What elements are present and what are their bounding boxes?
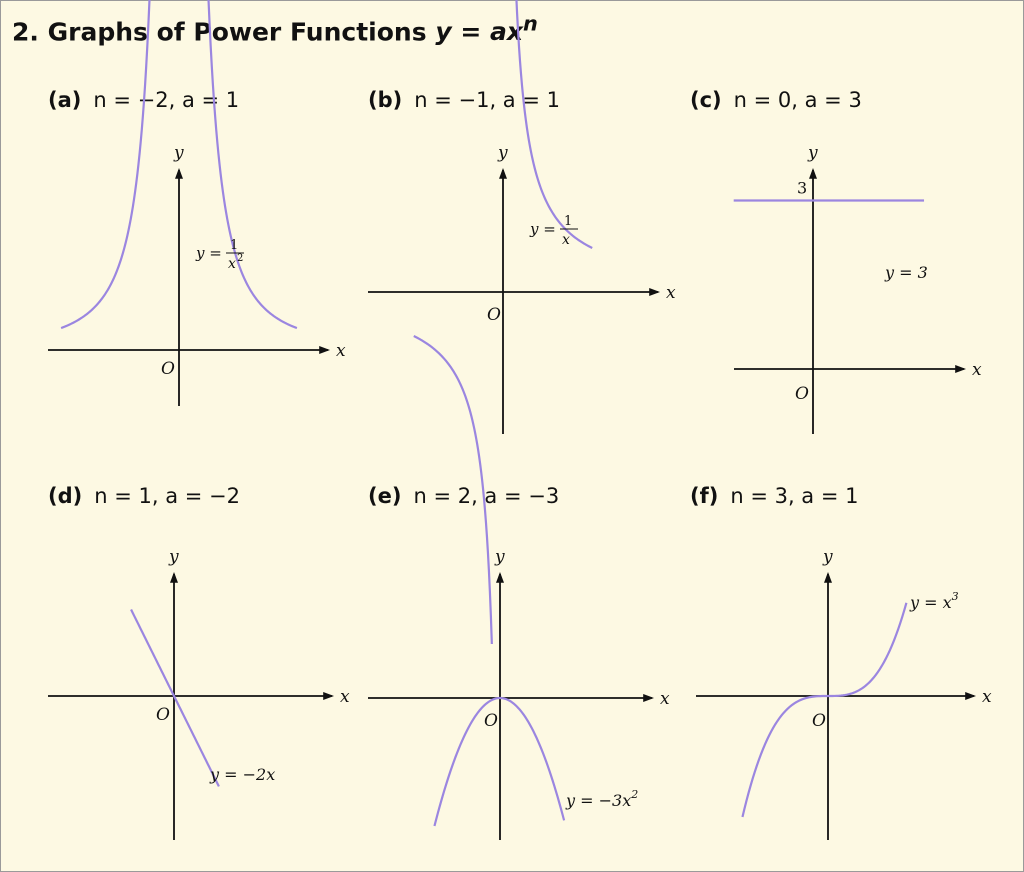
panel-params: n = 1, a = −2 bbox=[94, 484, 240, 508]
panel-params: n = 2, a = −3 bbox=[413, 484, 560, 508]
origin-label: O bbox=[795, 384, 809, 404]
title-superscript: n bbox=[522, 12, 538, 36]
y-axis-label: y bbox=[169, 547, 179, 567]
curve-label bbox=[565, 788, 638, 810]
curve-label-exponent: 2 bbox=[631, 788, 639, 801]
curve-label-denominator: x bbox=[562, 232, 570, 248]
x-axis-label: x bbox=[336, 341, 346, 361]
x-axis-label: x bbox=[972, 360, 982, 380]
origin-label: O bbox=[156, 705, 170, 725]
origin-label: O bbox=[812, 711, 826, 731]
x-axis-label: x bbox=[666, 283, 676, 303]
title-number: 2. bbox=[12, 17, 39, 47]
panel-params: n = 0, a = 3 bbox=[733, 88, 862, 112]
x-axis-arrow bbox=[319, 346, 330, 354]
y-axis-label: y bbox=[823, 547, 833, 567]
panel-letter: (e) bbox=[368, 484, 402, 508]
y-axis-arrow bbox=[175, 168, 183, 179]
y-axis-label: y bbox=[495, 547, 505, 567]
origin-label: O bbox=[484, 711, 498, 731]
chart-d bbox=[48, 484, 378, 864]
x-axis-arrow bbox=[323, 692, 334, 700]
panel-e bbox=[368, 484, 698, 864]
x-axis-label: x bbox=[660, 689, 670, 709]
curve-label-numerator: 1 bbox=[230, 238, 239, 253]
chart-a bbox=[48, 88, 378, 468]
x-axis-arrow bbox=[965, 692, 976, 700]
x-axis-arrow bbox=[649, 288, 660, 296]
panel-params: n = −2, a = 1 bbox=[93, 88, 240, 112]
y-axis-label: y bbox=[808, 143, 818, 163]
curve-label bbox=[909, 590, 959, 612]
panel-d bbox=[48, 484, 378, 864]
page-title bbox=[12, 12, 538, 46]
curve-label: y = −2x bbox=[210, 765, 276, 784]
chart-c bbox=[690, 88, 1020, 468]
chart-e bbox=[368, 484, 698, 864]
panel-letter: (a) bbox=[48, 88, 82, 112]
title-formula: y = ax bbox=[435, 17, 523, 47]
curve-label: y = 3 bbox=[885, 263, 928, 282]
origin-label: O bbox=[487, 305, 501, 325]
y-axis-arrow bbox=[170, 572, 178, 583]
y-tick-label: 3 bbox=[797, 178, 808, 198]
curve-label bbox=[529, 214, 578, 248]
curve-label-denominator: x bbox=[228, 256, 236, 272]
y-axis-arrow bbox=[496, 572, 504, 583]
panel-letter: (d) bbox=[48, 484, 83, 508]
curve-segment-1 bbox=[742, 603, 906, 817]
panel-letter: (f) bbox=[690, 484, 719, 508]
panel-letter: (b) bbox=[368, 88, 403, 112]
y-axis-arrow bbox=[809, 168, 817, 179]
curve-label-numerator: 1 bbox=[564, 214, 573, 229]
x-axis-label: x bbox=[340, 687, 350, 707]
y-axis-arrow bbox=[824, 572, 832, 583]
x-axis-label: x bbox=[982, 687, 992, 707]
curve-label-prefix: y = bbox=[196, 244, 222, 262]
chart-f bbox=[690, 484, 1020, 864]
curve-label bbox=[195, 238, 244, 272]
curve-label-prefix: y = −3x bbox=[566, 791, 632, 810]
title-text: Graphs of Power Functions bbox=[47, 17, 427, 47]
curve-label-prefix: y = x bbox=[910, 593, 952, 612]
panel-b bbox=[368, 88, 698, 468]
panel-f bbox=[690, 484, 1020, 864]
panel-letter: (c) bbox=[690, 88, 722, 112]
x-axis-arrow bbox=[955, 365, 966, 373]
curve-label-exponent: 2 bbox=[237, 253, 244, 264]
origin-label: O bbox=[161, 359, 175, 379]
x-axis-arrow bbox=[643, 694, 654, 702]
panel-params: n = 3, a = 1 bbox=[730, 484, 859, 508]
curve-label-prefix: y = bbox=[530, 220, 556, 238]
y-axis-label: y bbox=[174, 143, 184, 163]
y-axis-arrow bbox=[499, 168, 507, 179]
panel-params: n = −1, a = 1 bbox=[414, 88, 560, 112]
panel-a bbox=[48, 88, 378, 468]
curve-segment-1 bbox=[131, 610, 219, 787]
y-axis-label: y bbox=[498, 143, 508, 163]
chart-b bbox=[368, 88, 698, 468]
curve-label-exponent: 3 bbox=[951, 590, 959, 603]
panel-c bbox=[690, 88, 1020, 468]
